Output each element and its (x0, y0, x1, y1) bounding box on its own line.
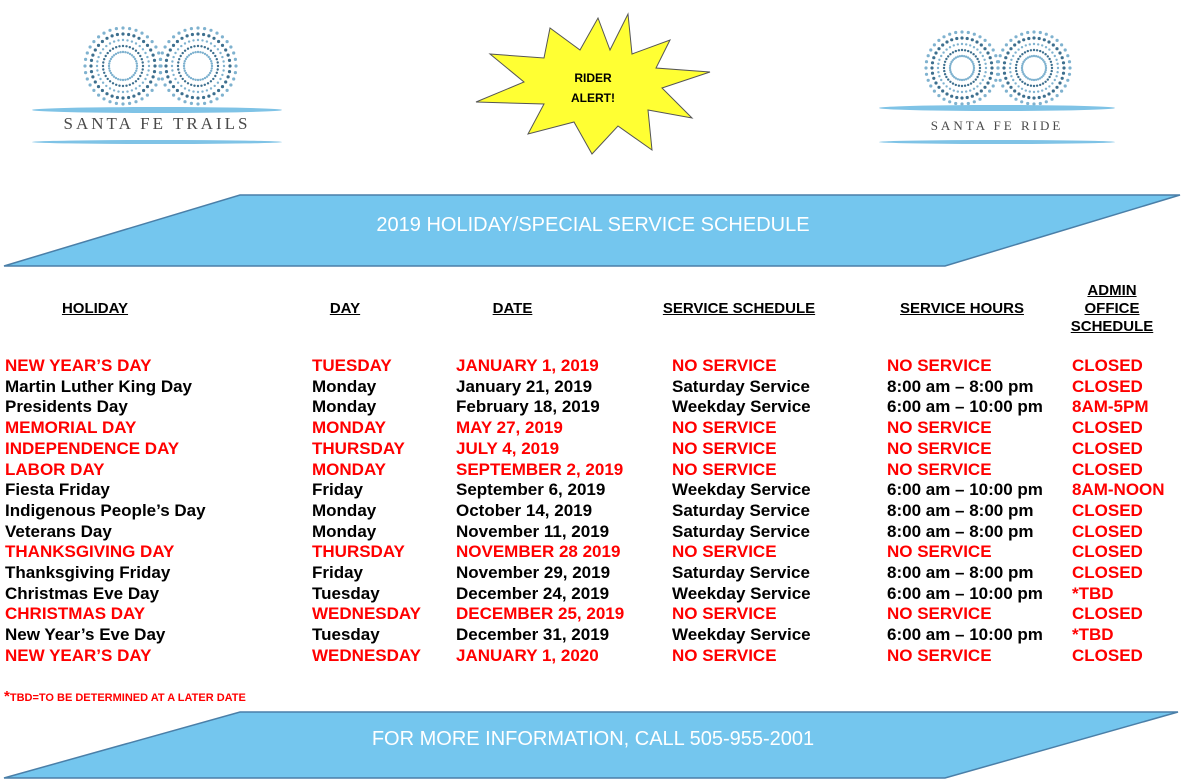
cell-holiday: INDEPENDENCE DAY (5, 438, 180, 458)
cell-service: NO SERVICE (672, 418, 777, 438)
cell-admin: CLOSED (1072, 459, 1143, 479)
cell-admin: *TBD (1072, 625, 1114, 645)
cell-holiday: CHRISTMAS DAY (5, 604, 146, 624)
footnote (4, 688, 246, 705)
table-row (0, 376, 1186, 397)
cell-day: TUESDAY (312, 356, 392, 375)
header-day: DAY (329, 300, 361, 317)
cell-day: THURSDAY (312, 542, 405, 562)
cell-hours: 8:00 am – 8:00 pm (887, 500, 1034, 520)
cell-hours: NO SERVICE (887, 604, 992, 624)
cell-holiday: NEW YEAR’S DAY (5, 356, 152, 375)
table-row (0, 417, 1186, 438)
table-row (0, 500, 1186, 521)
logo-right-label: SANTA FE RIDE (930, 118, 1064, 133)
cell-service: Weekday Service (672, 397, 811, 417)
table-row (0, 541, 1186, 562)
cell-day: THURSDAY (312, 438, 405, 458)
cell-date: JANUARY 1, 2019 (456, 356, 599, 375)
cell-admin: CLOSED (1072, 521, 1143, 541)
cell-date: February 18, 2019 (456, 397, 600, 417)
cell-date: September 6, 2019 (456, 480, 606, 500)
cell-hours: NO SERVICE (887, 459, 992, 479)
table-row (0, 603, 1186, 624)
cell-day: WEDNESDAY (312, 645, 421, 665)
table-row (0, 624, 1186, 645)
cell-date: October 14, 2019 (456, 500, 593, 520)
cell-service: NO SERVICE (672, 356, 777, 375)
cell-admin: CLOSED (1072, 500, 1143, 520)
cell-date: MAY 27, 2019 (456, 418, 563, 438)
contact-info: FOR MORE INFORMATION, CALL 505-955-2001 (371, 728, 815, 750)
rider-alert-starburst (470, 10, 716, 158)
logo-left-label: SANTA FE TRAILS (63, 114, 251, 133)
cell-service: Weekday Service (672, 583, 811, 603)
cell-holiday: Presidents Day (5, 397, 128, 417)
cell-hours: 8:00 am – 8:00 pm (887, 521, 1034, 541)
schedule-title-banner (0, 194, 1186, 268)
header-service-schedule: SERVICE SCHEDULE (662, 300, 816, 317)
cell-service: NO SERVICE (672, 438, 777, 458)
cell-holiday: THANKSGIVING DAY (5, 542, 175, 562)
cell-service: NO SERVICE (672, 604, 777, 624)
cell-date: JANUARY 1, 2020 (456, 645, 599, 665)
header-admin-office-schedule (1060, 282, 1164, 336)
cell-admin: 8AM-5PM (1072, 397, 1149, 417)
cell-hours: NO SERVICE (887, 438, 992, 458)
cell-holiday: LABOR DAY (5, 459, 105, 479)
table-row (0, 396, 1186, 417)
cell-day: Friday (312, 480, 364, 500)
cell-date: January 21, 2019 (456, 376, 593, 396)
alert-line-1: RIDER (574, 71, 612, 85)
cell-holiday: Fiesta Friday (5, 480, 110, 500)
cell-admin: CLOSED (1072, 438, 1143, 458)
contact-banner (0, 711, 1186, 781)
cell-hours: NO SERVICE (887, 542, 992, 562)
alert-line-2: ALERT! (571, 91, 615, 105)
cell-service: Weekday Service (672, 480, 811, 500)
cell-day: Monday (312, 397, 377, 417)
cell-hours: 8:00 am – 8:00 pm (887, 376, 1034, 396)
cell-date: December 24, 2019 (456, 583, 610, 603)
cell-hours: NO SERVICE (887, 356, 992, 375)
header-admin-line-3: SCHEDULE (1070, 318, 1154, 335)
footnote-star: * (4, 688, 10, 705)
cell-date: NOVEMBER 28 2019 (456, 542, 621, 562)
cell-holiday: NEW YEAR’S DAY (5, 645, 152, 665)
cell-hours: 6:00 am – 10:00 pm (887, 583, 1043, 603)
cell-holiday: Thanksgiving Friday (5, 563, 171, 582)
header-date: DATE (492, 300, 533, 317)
header-service-hours: SERVICE HOURS (900, 300, 1024, 317)
cell-hours: 6:00 am – 10:00 pm (887, 625, 1043, 645)
cell-service: Weekday Service (672, 625, 811, 645)
cell-day: Tuesday (312, 625, 380, 645)
cell-admin: CLOSED (1072, 604, 1143, 624)
cell-service: NO SERVICE (672, 459, 777, 479)
cell-date: DECEMBER 25, 2019 (456, 604, 625, 624)
cell-day: Tuesday (312, 583, 380, 603)
cell-admin: CLOSED (1072, 376, 1143, 396)
cell-holiday: Veterans Day (5, 521, 112, 541)
cell-admin: CLOSED (1072, 645, 1143, 665)
header-admin-line-1: ADMIN (1087, 282, 1137, 299)
cell-admin: CLOSED (1072, 542, 1143, 562)
header-admin-line-2: OFFICE (1084, 300, 1140, 317)
cell-admin: *TBD (1072, 583, 1114, 603)
table-row (0, 645, 1186, 666)
cell-day: Monday (312, 521, 377, 541)
cell-service: Saturday Service (672, 500, 810, 520)
cell-admin: CLOSED (1072, 418, 1143, 438)
cell-day: MONDAY (312, 459, 386, 479)
cell-date: December 31, 2019 (456, 625, 610, 645)
santa-fe-ride-logo (874, 22, 1120, 150)
cell-date: November 11, 2019 (456, 521, 610, 541)
table-row (0, 479, 1186, 500)
cell-hours: 6:00 am – 10:00 pm (887, 480, 1043, 500)
cell-service: NO SERVICE (672, 542, 777, 562)
cell-service: NO SERVICE (672, 645, 777, 665)
cell-day: Friday (312, 563, 364, 582)
cell-holiday: Martin Luther King Day (5, 376, 193, 396)
cell-admin: 8AM-NOON (1072, 480, 1165, 500)
table-row (0, 562, 1186, 583)
cell-hours: 6:00 am – 10:00 pm (887, 397, 1043, 417)
table-row (0, 438, 1186, 459)
cell-hours: 8:00 am – 8:00 pm (887, 563, 1034, 582)
footnote-text: TBD=TO BE DETERMINED AT A LATER DATE (9, 692, 246, 704)
cell-date: JULY 4, 2019 (456, 438, 560, 458)
cell-holiday: New Year’s Eve Day (5, 625, 166, 645)
cell-day: Monday (312, 376, 377, 396)
header-holiday: HOLIDAY (61, 300, 129, 317)
cell-hours: NO SERVICE (887, 645, 992, 665)
cell-service: Saturday Service (672, 521, 810, 541)
table-row (0, 355, 1186, 376)
cell-holiday: Christmas Eve Day (5, 583, 160, 603)
rider-alert-text (470, 68, 716, 108)
santa-fe-trails-logo (28, 22, 286, 150)
cell-admin: CLOSED (1072, 563, 1143, 582)
table-row (0, 521, 1186, 542)
cell-date: SEPTEMBER 2, 2019 (456, 459, 624, 479)
cell-hours: NO SERVICE (887, 418, 992, 438)
cell-date: November 29, 2019 (456, 563, 611, 582)
cell-service: Saturday Service (672, 563, 810, 582)
cell-holiday: Indigenous People’s Day (5, 500, 206, 520)
cell-holiday: MEMORIAL DAY (5, 418, 137, 438)
schedule-title: 2019 HOLIDAY/SPECIAL SERVICE SCHEDULE (376, 214, 810, 236)
cell-day: WEDNESDAY (312, 604, 421, 624)
cell-admin: CLOSED (1072, 356, 1143, 375)
cell-day: Monday (312, 500, 377, 520)
cell-day: MONDAY (312, 418, 386, 438)
cell-service: Saturday Service (672, 376, 810, 396)
table-row (0, 583, 1186, 604)
table-row (0, 459, 1186, 480)
